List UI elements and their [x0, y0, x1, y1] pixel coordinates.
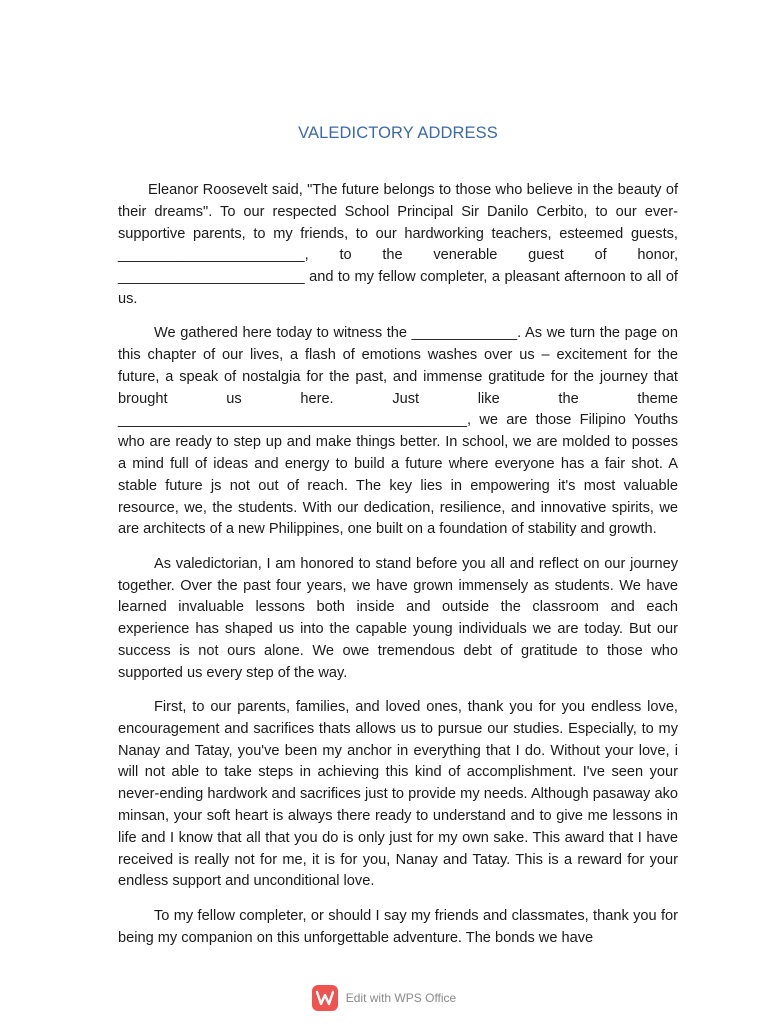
paragraph-valedictorian: As valedictorian, I am honored to stand before you all and reflect on our journey together. Over the past four years, we have grown immensely as students. We have learned invaluable lessons both inside and outside the classroom and each experience has shaped us into the capable young individuals we are today. But our success is not ours alone. We owe tremendous debt of gratitude to those who supported us every step of the way. — [118, 555, 678, 681]
wps-office-logo-icon — [312, 985, 338, 1011]
paragraph-greeting: Eleanor Roosevelt said, "The future belongs to those who believe in the beauty of their dreams". To our respected School Principal Sir Danilo Cerbito, to our ever-supportive parents, to my friends, to our hardworking teachers, esteemed guests, _______________________, to the venerable guest of honor, _______________________ and to my fellow completer, a pleasant afternoon to all of us. — [118, 182, 678, 307]
edit-with-wps-label: Edit with WPS Office — [345, 991, 457, 1005]
document-title: VALEDICTORY ADDRESS — [298, 124, 498, 142]
paragraph-parents: First, to our parents, families, and loved ones, thank you for you endless love, encouragement and sacrifices thats allows us to pursue our studies. Especially, to my Nanay and Tatay, you've been my anchor in everything that I do. Without your love, i will not able to take steps in achieving this kind of accomplishment. I've seen your never-ending hardwork and sacrifices just to provide my needs. Although pasaway ako minsan, your soft heart is always there ready to understand and to give me lessons in life and I know that all that you do is only just for my own sake. This award that I have received is really not for me, it is for you, Nanay and Tatay. This is a reward for your endless support and unconditional love. — [118, 699, 678, 890]
document-body — [118, 180, 678, 962]
paragraph-theme: We gathered here today to witness the _____________. As we turn the page on this chapter of our lives, a flash of emotions washes over us – excitement for the future, a speak of nostalgia for the past, and immense gratitude for the journey that brought us here. Just like the theme ___________________________________________, we are those Filipino Youths who are ready to step up and make things better. In school, we are molded to posses a mind full of ideas and energy to build a future where everyone has a fair shot. A stable future js not out of reach. The key lies in empowering it's most valuable resource, we, the students. With our dedication, resilience, and innovative spirits, we are architects of a new Philippines, one built on a foundation of stability and growth. — [118, 325, 678, 538]
paragraph-classmates: To my fellow completer, or should I say my friends and classmates, thank you for being my companion on this unforgettable adventure. The bonds we have — [118, 907, 678, 946]
wps-footer[interactable] — [0, 985, 768, 1011]
